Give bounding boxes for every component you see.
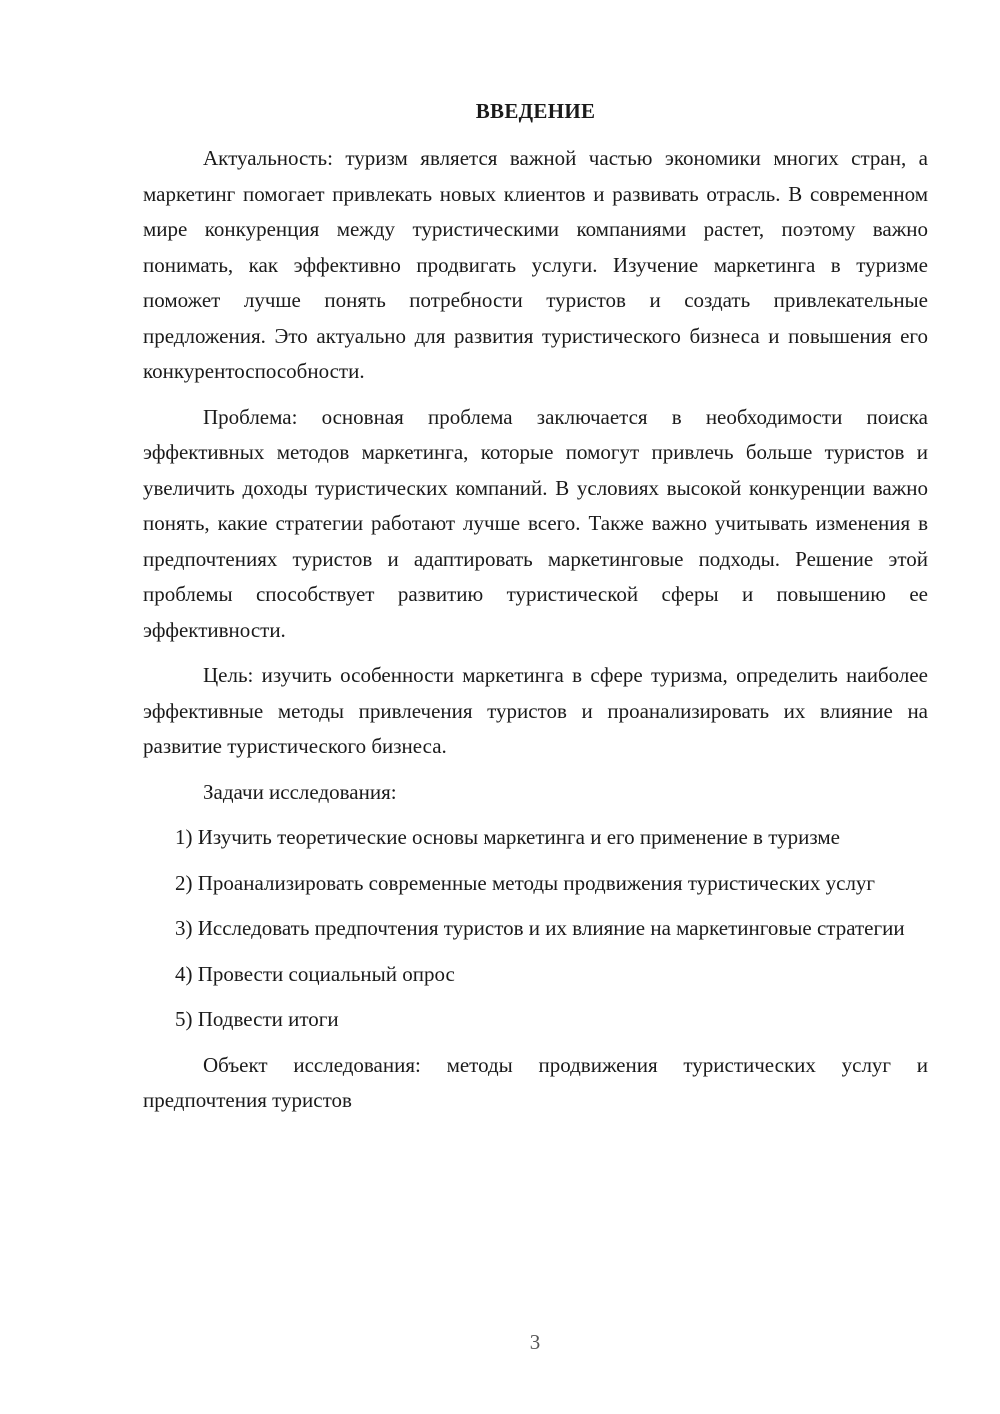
tasks-heading: Задачи исследования:: [203, 779, 397, 804]
task-item: 4) Провести социальный опрос: [175, 961, 455, 986]
problem-paragraph: Проблема: основная проблема заключается в необходимости поиска эффективных методов маркетинга, которые помогут привлечь больше туристов и увеличить доходы туристических компаний. В условиях высокой конкуренции важно понять, какие стратегии работают лучше всего. Также важно учитывать изменения в предпочтениях туристов и адаптировать маркетинговые подходы. Решение этой проблемы способствует развитию туристической сферы и повышению ее эффективности.: [143, 404, 928, 642]
task-item: 3) Исследовать предпочтения туристов и их влияние на маркетинговые стратегии: [175, 916, 905, 940]
document-page: [143, 94, 928, 1129]
object-paragraph: Объект исследования: методы продвижения туристических услуг и предпочтения туристов: [143, 1052, 928, 1112]
goal-paragraph: Цель: изучить особенности маркетинга в сфере туризма, определить наиболее эффективные методы привлечения туристов и проанализировать их влияние на развитие туристического бизнеса.: [143, 663, 928, 758]
section-title: ВВЕДЕНИЕ: [475, 99, 596, 123]
task-item: 1) Изучить теоретические основы маркетинга и его применение в туризме: [175, 825, 840, 849]
task-item: 5) Подвести итоги: [175, 1007, 339, 1031]
relevance-paragraph: Актуальность: туризм является важной частью экономики многих стран, а маркетинг помогает привлекать новых клиентов и развивать отрасль. В современном мире конкуренция между туристическими компаниями растет, поэтому важно понимать, как эффективно продвигать услуги. Изучение маркетинга в туризме поможет лучше понять потребности туристов и создать привлекательные предложения. Это актуально для развития туристического бизнеса и повышения его конкурентоспособности.: [143, 146, 928, 383]
task-item: 2) Проанализировать современные методы продвижения туристических услуг: [175, 870, 876, 895]
page-number: 3: [529, 1330, 541, 1354]
